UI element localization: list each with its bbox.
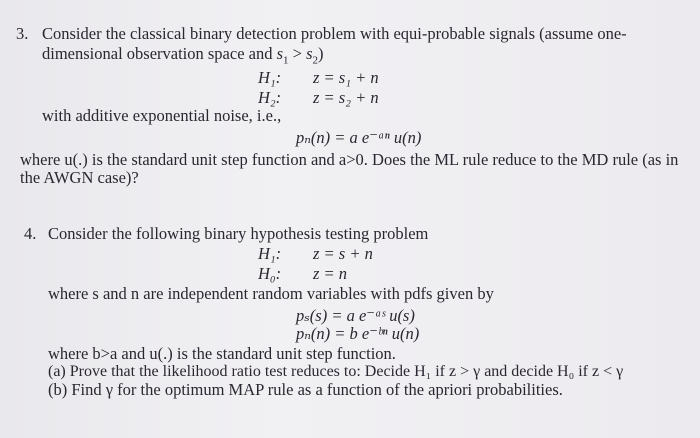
problem-4-h1-label: H₁: <box>258 244 282 263</box>
problem-4-part-b: (b) Find γ for the optimum MAP rule as a function of the apriori probabilities. <box>48 380 563 399</box>
problem-4-signal-pdf: pₛ(s) = a e⁻ᵃˢ u(s) <box>296 306 415 325</box>
problem-3-h2-label: H₂: <box>258 88 282 107</box>
problem-3-h1-label: H₁: <box>258 68 282 87</box>
problem-3-number: 3. <box>16 24 29 43</box>
problem-4-part-a: (a) Prove that the likelihood ratio test reduces to: Decide H₁ if z > γ and decide H₀ if z < γ <box>48 363 624 380</box>
problem-4-line-3: where b>a and u(.) is the standard unit step function. <box>48 344 396 363</box>
problem-4-line-2: where s and n are independent random variables with pdfs given by <box>48 284 494 303</box>
problem-3-h2-equation: z = s₂ + n <box>313 88 379 107</box>
problem-4-noise-pdf: pₙ(n) = b e⁻ᵇⁿ u(n) <box>296 324 420 343</box>
problem-3-noise-pdf: pₙ(n) = a e⁻ᵃⁿ u(n) <box>296 128 422 147</box>
problem-3-line-5: the AWGN case)? <box>20 168 139 187</box>
problem-3-line-3: with additive exponential noise, i.e., <box>42 106 282 125</box>
problem-3-h1-equation: z = s₁ + n <box>313 68 379 87</box>
problem-4-h0-label: H₀: <box>258 264 282 283</box>
problem-4-h1-equation: z = s + n <box>313 244 373 263</box>
problem-3-line-1: Consider the classical binary detection problem with equi-probable signals (assume one- <box>42 24 627 43</box>
problem-3-line-4: where u(.) is the standard unit step function and a>0. Does the ML rule reduce to the MD rule (as in <box>20 150 679 169</box>
problem-4-line-1: Consider the following binary hypothesis testing problem <box>48 224 429 243</box>
problem-4-number: 4. <box>24 224 37 243</box>
problem-3-line-2: dimensional observation space and $s_1 > s_2$) <box>42 44 324 67</box>
problem-4-h0-equation: z = n <box>313 264 348 283</box>
problem-3-line-2-text: dimensional observation space and <box>42 44 277 63</box>
